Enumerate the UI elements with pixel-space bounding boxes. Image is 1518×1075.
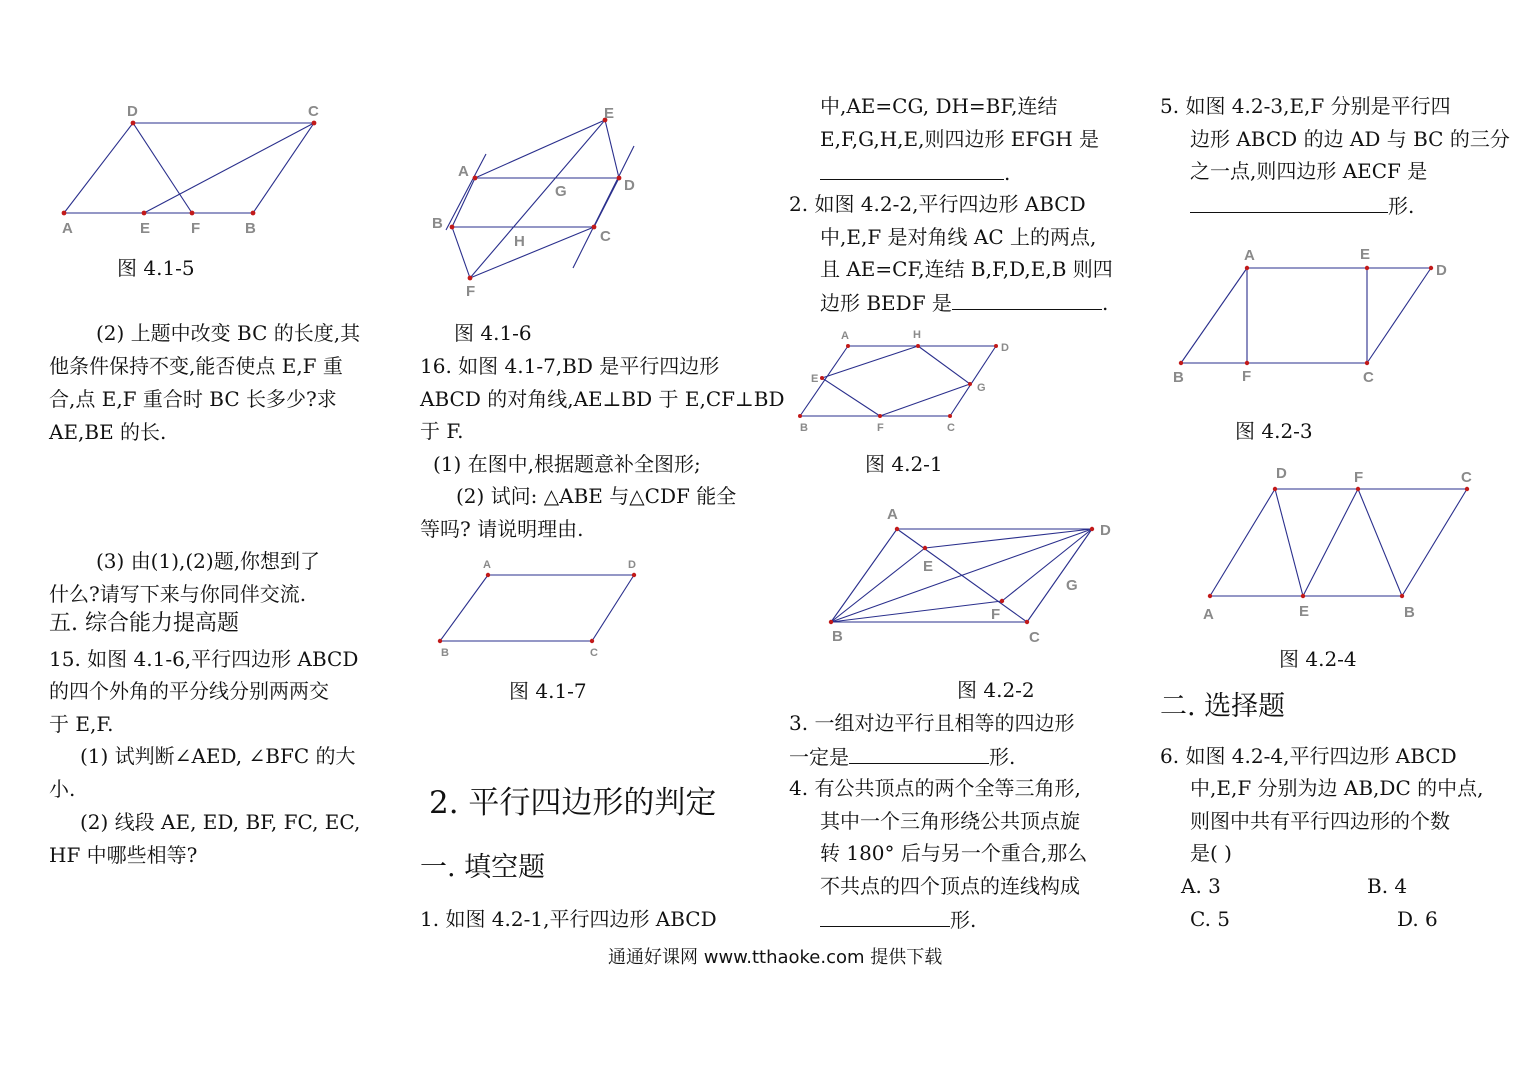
question-text: 15. 如图 4.1-6,平行四边形 ABCD xyxy=(49,647,359,671)
answer-blank-row xyxy=(1190,194,1414,216)
question-text: 1. 如图 4.2-1,平行四边形 ABCD xyxy=(420,907,717,931)
figure-caption: 图 4.1-7 xyxy=(509,679,587,703)
figure-caption: 图 4.2-2 xyxy=(957,678,1035,702)
fig421-label: F xyxy=(877,422,884,434)
fig415-label: F xyxy=(191,220,201,237)
fig422-label: G xyxy=(1066,577,1078,594)
fig416-label: G xyxy=(555,183,567,200)
question-text: 且 AE=CF,连结 B,F,D,E,B 则四 xyxy=(820,257,1113,281)
fig422-label: A xyxy=(887,506,898,523)
question-text: ABCD 的对角线,AE⊥BD 于 E,CF⊥BD xyxy=(420,387,785,411)
fig422-label: D xyxy=(1100,522,1111,539)
fig417-label: D xyxy=(628,559,636,571)
fig416-label: F xyxy=(466,283,476,300)
question-text: HF 中哪些相等? xyxy=(49,843,198,867)
fig423-label: B xyxy=(1173,369,1184,386)
question-text: . xyxy=(1004,161,1011,185)
figure-caption: 图 4.1-5 xyxy=(117,256,195,280)
answer-blank-row xyxy=(820,908,976,930)
answer-blank[interactable] xyxy=(1190,194,1388,213)
fig416-label: C xyxy=(600,228,611,245)
question-text: 小. xyxy=(49,777,76,801)
question-text: 3. 一组对边平行且相等的四边形 xyxy=(789,711,1075,735)
fig421-label: E xyxy=(811,373,819,385)
fig424-label: E xyxy=(1299,603,1310,620)
answer-blank-row xyxy=(820,291,1108,313)
answer-blank[interactable] xyxy=(952,291,1102,310)
question-text: 则图中共有平行四边形的个数 xyxy=(1190,809,1450,833)
question-text: 什么?请写下来与你同伴交流. xyxy=(49,582,307,606)
fig415-label: E xyxy=(140,220,151,237)
fig417-label: C xyxy=(590,647,598,659)
fig421-label: D xyxy=(1001,342,1009,354)
question-text: 的四个外角的平分线分别两两交 xyxy=(49,679,329,703)
answer-blank-row xyxy=(820,161,1010,183)
fig423-label: E xyxy=(1360,246,1371,263)
section-heading: 一. 填空题 xyxy=(420,852,546,883)
figure-caption: 图 4.2-3 xyxy=(1235,419,1313,443)
fig416-label: H xyxy=(514,233,525,250)
question-text: 6. 如图 4.2-4,平行四边形 ABCD xyxy=(1160,744,1457,768)
question-text: (2) 线段 AE, ED, BF, FC, EC, xyxy=(80,810,361,834)
section-heading: 二. 选择题 xyxy=(1160,691,1286,722)
fig424-label: C xyxy=(1461,469,1472,486)
question-text: AE,BE 的长. xyxy=(49,420,167,444)
question-text: 边形 BEDF 是 xyxy=(820,291,952,315)
fig424-label: A xyxy=(1203,606,1214,623)
question-text: 中,E,F 分别为边 AB,DC 的中点, xyxy=(1190,776,1484,800)
fig422-label: B xyxy=(832,628,843,645)
figure-caption: 图 4.1-6 xyxy=(454,321,532,345)
fig423-label: A xyxy=(1244,247,1255,264)
fig415-label: C xyxy=(308,103,319,120)
question-text: 合,点 E,F 重合时 BC 长多少?求 xyxy=(49,387,337,411)
fig415-label: D xyxy=(127,103,138,120)
figure-caption: 图 4.2-4 xyxy=(1279,647,1357,671)
question-text: 形. xyxy=(989,745,1016,769)
question-text: (1) 在图中,根据题意补全图形; xyxy=(433,452,701,476)
question-text: 16. 如图 4.1-7,BD 是平行四边形 xyxy=(420,354,720,378)
fig424-label: D xyxy=(1276,465,1287,482)
choice-option: C. 5 xyxy=(1190,907,1231,931)
choice-option: D. 6 xyxy=(1397,907,1438,931)
fig421-label: B xyxy=(800,422,808,434)
fig417-label: B xyxy=(441,647,449,659)
question-text: 转 180° 后与另一个重合,那么 xyxy=(820,841,1088,865)
question-text: 中,E,F 是对角线 AC 上的两点, xyxy=(820,225,1097,249)
fig421-label: C xyxy=(947,422,955,434)
choice-option: B. 4 xyxy=(1367,874,1408,898)
question-text: (2) 上题中改变 BC 的长度,其 xyxy=(96,321,361,345)
question-text: 形. xyxy=(950,908,977,932)
fig416-label: B xyxy=(432,215,443,232)
fig423-label: C xyxy=(1363,369,1374,386)
question-text: 之一点,则四边形 AECF 是 xyxy=(1190,159,1428,183)
fig424-label: F xyxy=(1354,469,1364,486)
question-text: 其中一个三角形绕公共顶点旋 xyxy=(820,809,1080,833)
question-text: 5. 如图 4.2-3,E,F 分别是平行四 xyxy=(1160,94,1451,118)
choice-option: A. 3 xyxy=(1181,874,1221,898)
section-heading: 五. 综合能力提高题 xyxy=(49,611,239,636)
fig422-label: E xyxy=(923,558,934,575)
question-text: 边形 ABCD 的边 AD 与 BC 的三分 xyxy=(1190,127,1510,151)
fig415-label: B xyxy=(245,220,256,237)
figure-caption: 图 4.2-1 xyxy=(865,452,943,476)
page-footer: 通通好课网 www.tthaoke.com 提供下载 xyxy=(608,947,943,968)
fig422-label: F xyxy=(991,606,1001,623)
question-text: 中,AE=CG, DH=BF,连结 xyxy=(820,94,1058,118)
answer-blank[interactable] xyxy=(820,908,950,927)
question-text: 形. xyxy=(1388,194,1415,218)
question-text: 于 E,F. xyxy=(49,712,114,736)
question-text: 他条件保持不变,能否使点 E,F 重 xyxy=(49,354,343,378)
fig421-label: G xyxy=(977,382,986,394)
fig421-label: A xyxy=(841,330,849,342)
fig415-label: A xyxy=(62,220,73,237)
fig417-label: A xyxy=(483,559,491,571)
question-text: 是( ) xyxy=(1190,841,1232,865)
fig416-label: A xyxy=(458,163,469,180)
question-text: 4. 有公共顶点的两个全等三角形, xyxy=(789,776,1081,800)
fig416-label: D xyxy=(624,177,635,194)
question-text: 于 F. xyxy=(420,419,464,443)
question-text: . xyxy=(1101,291,1109,315)
fig423-label: F xyxy=(1242,368,1252,385)
fig421-label: H xyxy=(913,329,921,341)
question-text: 2. 如图 4.2-2,平行四边形 ABCD xyxy=(789,192,1086,216)
fig422-label: C xyxy=(1029,629,1040,646)
question-text: 一定是 xyxy=(789,745,849,769)
question-text: E,F,G,H,E,则四边形 EFGH 是 xyxy=(820,127,1100,151)
answer-blank-row xyxy=(789,745,1015,767)
answer-blank[interactable] xyxy=(820,161,1004,180)
fig423-label: D xyxy=(1436,262,1447,279)
fig416-label: E xyxy=(604,105,615,122)
question-text: (1) 试判断∠AED, ∠BFC 的大 xyxy=(80,744,356,768)
chapter-title: 2. 平行四边形的判定 xyxy=(429,785,717,821)
fig424-label: B xyxy=(1404,604,1415,621)
question-text: (2) 试问: △ABE 与△CDF 能全 xyxy=(456,484,737,508)
question-text: 等吗? 请说明理由. xyxy=(420,517,584,541)
question-text: 不共点的四个顶点的连线构成 xyxy=(820,874,1080,898)
question-text: (3) 由(1),(2)题,你想到了 xyxy=(96,549,321,573)
answer-blank[interactable] xyxy=(849,745,989,764)
